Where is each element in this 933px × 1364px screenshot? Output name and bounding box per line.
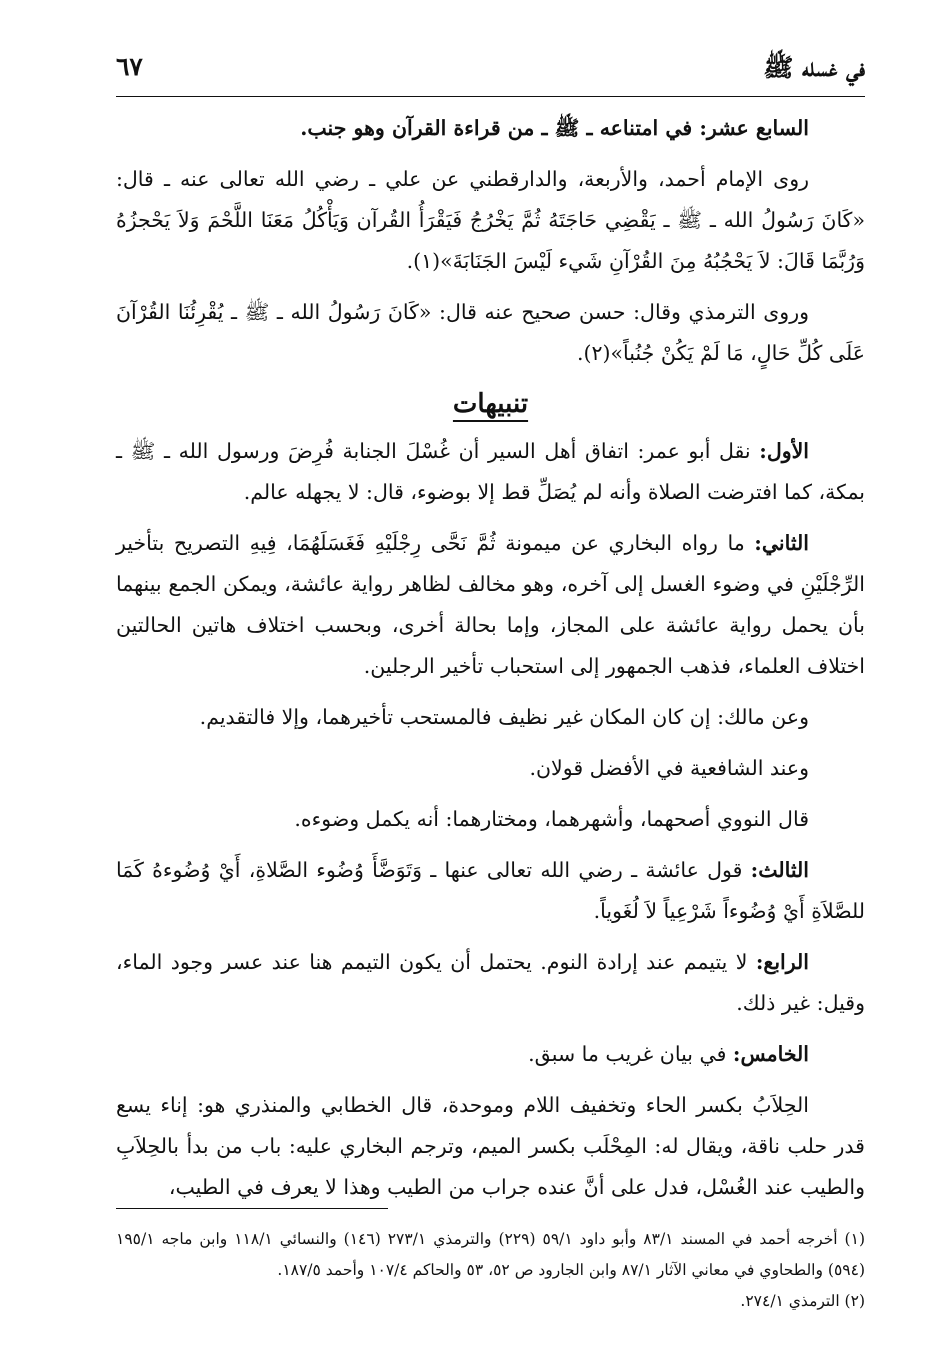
paragraph-hilab: الحِلاَبُ بكسر الحاء وتخفيف اللام وموحدة، قال الخطابي والمنذري هو: إناء يسع قدر حلب ناقة، ويقال له: المِحْلَب بكسر الميم، وترجم البخاري عليه: باب من بدأ بالحِلاَبِ والطيب عند الغُسْل، فدل على أنَّ عنده جراب من الطيب وهذا لا يعرف في الطيب،	[116, 1093, 865, 1199]
main-text	[116, 108, 865, 1218]
note-third-text: قول عائشة ـ رضي الله تعالى عنها ـ وَتَوَضَّأَ وُضُوء الصَّلاةِ، أَيْ وُضُوءهُ كَمَا للصَّلاَةِ أَيْ وُضُوءاً شَرْعِياً لاَ لُغَوياً.	[116, 858, 865, 923]
running-title: في غسله ﷺ	[763, 53, 865, 82]
paragraph-heading-17: السابع عشر: في امتناعه ـ ﷺ ـ من قراءة القرآن وهو جنب.	[300, 116, 809, 140]
note-fourth-lead: الرابع:	[755, 950, 809, 974]
note-first-text: نقل أبو عمر: اتفاق أهل السير أن غُسْلَ الجنابة فُرِضَ ورسول الله ـ ﷺ ـ بمكة، كما افترضت الصلاة وأنه لم يُصَلِّ قط إلا بوضوء، قال: لا يجهله عالم.	[116, 439, 865, 504]
paragraph-hadith-tirmidhi: وروى الترمذي وقال: حسن صحيح عنه قال: «كَانَ رَسُولُ الله ـ ﷺ ـ يُقْرِئُنَا القُرْآنَ عَلَى كُلِّ حَالٍ، مَا لَمْ يَكُنْ جُنُباً»(٢).	[116, 300, 865, 365]
note-fifth-text: في بيان غريب ما سبق.	[528, 1042, 733, 1066]
footnote-separator	[116, 1208, 388, 1209]
footnotes	[116, 1224, 865, 1317]
note-second	[116, 523, 865, 687]
note-third	[116, 850, 865, 932]
footnote-2: (٢) الترمذي ٢٧٤/١.	[740, 1292, 865, 1310]
section-title: تنبيهات	[452, 389, 529, 419]
paragraph-shafiiyya: وعند الشافعية في الأفضل قولان.	[529, 756, 809, 780]
note-first	[116, 431, 865, 513]
paragraph-nawawi: قال النووي أصحهما، وأشهرهما، ومختارهما: أنه يكمل وضوءه.	[294, 807, 809, 831]
note-fifth-lead: الخامس:	[732, 1042, 809, 1066]
note-fourth-text: لا يتيمم عند إرادة النوم. يحتمل أن يكون التيمم هنا عند عسر وجود الماء، وقيل: غير ذلك.	[116, 950, 865, 1015]
paragraph-malik: وعن مالك: إن كان المكان غير نظيف فالمستحب تأخيرهما، وإلا فالتقديم.	[199, 705, 809, 729]
running-header	[116, 46, 865, 97]
note-second-text: ما رواه البخاري عن ميمونة ثُمَّ نَحَّى رِجْلَيْهِ فَغَسَلَهُمَا، فِيهِ التصريح بتأخير الرِّجْلَيْنِ في وضوء الغسل إلى آخره، وهو مخالف لظاهر رواية عائشة، ويمكن الجمع بينهما بأن يحمل رواية عائشة على المجاز، وإما بحالة أخرى، وبحسب اختلاف هاتين الحالتين اختلاف العلماء، فذهب الجمهور إلى استحباب تأخير الرجلين.	[116, 531, 865, 678]
note-first-lead: الأول:	[759, 439, 809, 463]
paragraph-hadith-ali: روى الإمام أحمد، والأربعة، والدارقطني عن علي ـ رضي الله تعالى عنه ـ قال: «كَانَ رَسُولُ الله ـ ﷺ ـ يَقْضِي حَاجَتَهُ ثُمَّ يَخْرُجُ فَيَقْرَأُ القُرآن وَيَأْكُلُ مَعَنَا اللَّحْمَ وَلاَ يَحْجزُهُ وَرُبَّمَا قَالَ: لاَ يَحْجُبُهُ مِنَ القُرْآنِ شَيء لَيْسَ الجَنَابَةَ»(١).	[116, 167, 865, 273]
note-fifth	[116, 1034, 865, 1075]
page-number: ٦٧	[116, 52, 143, 81]
footnote-1: (١) أخرجه أحمد في المسند ٨٣/١ وأبو داود ٥٩/١ (٢٢٩) والترمذي ٢٧٣/١ (١٤٦) والنسائي ١١٨/١ وابن ماجه ١٩٥/١ (٥٩٤) والطحاوي في معاني الآثار ٨٧/١ وابن الجارود ص ٥٢، ٥٣ والحاكم ١٠٧/٤ وأحمد ١٨٧/٥.	[116, 1230, 865, 1279]
note-second-lead: الثاني:	[754, 531, 809, 555]
note-fourth	[116, 942, 865, 1024]
note-third-lead: الثالث:	[750, 858, 809, 882]
